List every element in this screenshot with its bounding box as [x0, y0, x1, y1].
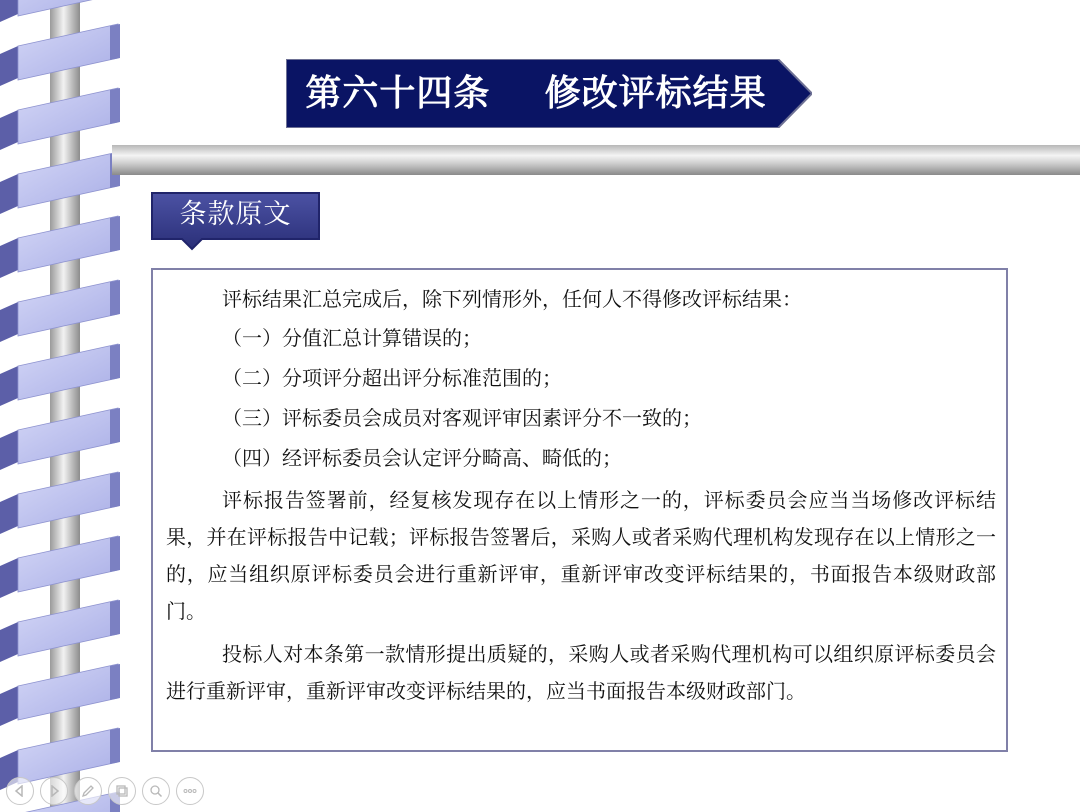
paragraph-2: 投标人对本条第一款情形提出质疑的，采购人或者采购代理机构可以组织原评标委员会进行重新评审，重新评审改变评标结果的，应当书面报告本级财政部门。	[166, 642, 996, 703]
horizontal-rule	[112, 145, 1080, 175]
list-item: （一）分值汇总计算错误的；	[222, 326, 482, 350]
ribbon-fold	[0, 686, 18, 726]
ribbon-tip	[110, 536, 120, 572]
ribbon-tip	[110, 344, 120, 380]
ribbon-tip	[110, 408, 120, 444]
ribbon-fold	[0, 302, 18, 342]
title-article: 第六十四条	[305, 73, 491, 114]
page-title	[286, 59, 786, 128]
ribbon-fold	[0, 238, 18, 278]
ribbon-fold	[0, 494, 18, 534]
ribbon-fold	[0, 366, 18, 406]
ribbon-fold	[0, 110, 18, 150]
ribbon-tip	[110, 728, 120, 764]
ribbon-fold	[0, 46, 18, 86]
slideshow-toolbar	[6, 777, 204, 807]
ribbon-tip	[110, 216, 120, 252]
zoom-icon[interactable]	[142, 777, 170, 805]
ribbon-tip	[110, 88, 120, 124]
pen-icon[interactable]	[74, 777, 102, 805]
ribbon-fold	[0, 174, 18, 214]
ribbon-tip	[110, 472, 120, 508]
ribbon-tip	[110, 664, 120, 700]
title-subject: 修改评标结果	[544, 73, 767, 114]
list-item: （二）分项评分超出评分标准范围的；	[222, 366, 562, 390]
ribbon-tip	[110, 280, 120, 316]
slides-icon[interactable]	[108, 777, 136, 805]
paragraph-1: 评标报告签署前，经复核发现存在以上情形之一的，评标委员会应当当场修改评标结果，并在评标报告中记载；评标报告签署后，采购人或者采购代理机构发现存在以上情形之一的，应当组织原评标委员会进行重新评审，重新评审改变评标结果的，书面报告本级财政部门。	[166, 488, 996, 623]
ribbon-fold	[0, 430, 18, 470]
section-tag	[150, 191, 321, 251]
previous-icon[interactable]	[6, 777, 34, 805]
ribbon-fold	[0, 558, 18, 598]
ribbon-tip	[110, 24, 120, 60]
list-item: （三）评标委员会成员对客观评审因素评分不一致的；	[222, 406, 702, 430]
ribbon-fold	[0, 622, 18, 662]
intro-line: 评标结果汇总完成后，除下列情形外，任何人不得修改评标结果：	[222, 287, 802, 311]
article-content-box	[151, 268, 1008, 752]
more-icon[interactable]	[176, 777, 204, 805]
ribbon-fold	[0, 0, 18, 22]
section-tag-label: 条款原文	[179, 199, 292, 230]
ribbon-tip	[110, 600, 120, 636]
list-item: （四）经评标委员会认定评分畸高、畸低的；	[222, 446, 622, 470]
ribbon-decoration	[0, 0, 125, 812]
next-icon[interactable]	[40, 777, 68, 805]
title-banner	[286, 59, 812, 128]
